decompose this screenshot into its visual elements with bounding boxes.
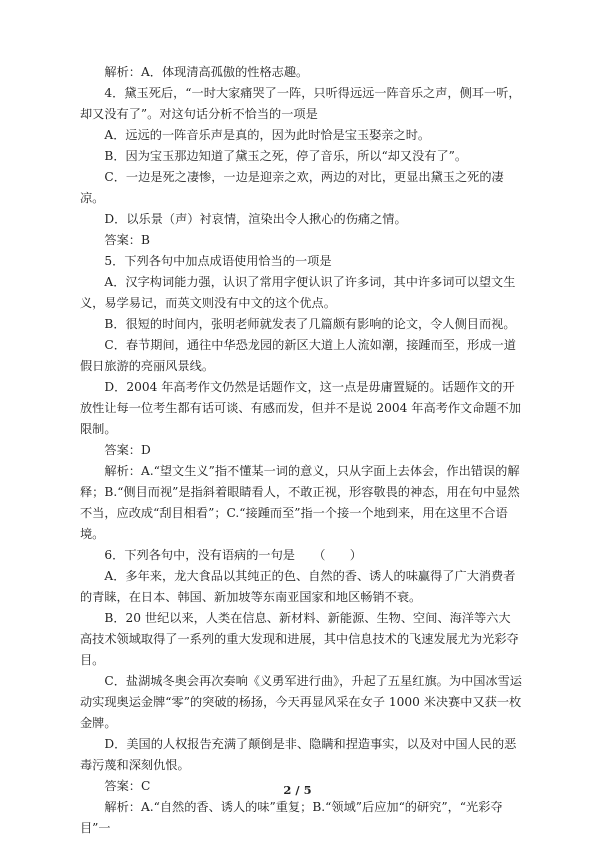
paragraph: B．20 世纪以来，人类在信息、新材料、新能源、生物、空间、海洋等六大高技术领域取得了一系列的重大发现和进展，其中信息技术的飞速发展尤为光彩夺目。 (80, 611, 519, 667)
paragraph: 答案：D (104, 443, 151, 457)
paragraph: A．远远的一阵音乐声是真的，因为此时恰是宝玉娶亲之时。 (104, 128, 431, 142)
paragraph: D．2004 年高考作文仍然是话题作文，这一点是毋庸置疑的。话题作文的开放性让每一位考生都有话可谈、有感而发，但并不是说 2004 年高考作文命题不加限制。 (80, 380, 521, 436)
paragraph: A．汉字构词能力强，认识了常用字便认识了许多词，其中许多词可以望文生义，易学易记，而英文则没有中文的这个优点。 (80, 275, 516, 310)
document-body (80, 62, 522, 839)
paragraph: 答案：C (104, 779, 151, 793)
paragraph: C．春节期间，通往中华恐龙园的新区大道上人流如潮，接踵而至，形成一道假日旅游的亮丽风景线。 (80, 338, 516, 373)
paragraph: D．美国的人权报告充满了颠倒是非、隐瞒和捏造事实，以及对中国人民的恶毒污蔑和深刻仇恨。 (80, 737, 517, 772)
paragraph: 5．下列各句中加点成语使用恰当的一项是 (104, 254, 332, 268)
paragraph: B．因为宝玉那边知道了黛玉之死，停了音乐，所以“却又没有了”。 (104, 149, 468, 163)
paragraph: B．很短的时间内，张明老师就发表了几篇颇有影响的论文，令人侧目而视。 (104, 317, 516, 331)
paragraph: A．多年来，龙大食品以其纯正的色、自然的香、诱人的味赢得了广大消费者的青睐，在日本、韩国、新加坡等东南亚国家和地区畅销不衰。 (80, 569, 516, 604)
paragraph: 答案：B (104, 233, 150, 247)
paragraph: 解析：A．体现清高孤傲的性格志趣。 (104, 65, 309, 79)
page-number: 2 / 5 (283, 783, 312, 797)
paragraph: 4．黛玉死后，“一时大家痛哭了一阵，只听得远远一阵音乐之声，侧耳一听，却又没有了”。对这句话分析不恰当的一项是 (80, 86, 521, 121)
paragraph: 解析：A.“自然的香、诱人的味”重复；B.“领域”后应加“的研究”，“光彩夺目”一 (80, 800, 503, 835)
paragraph: C．盐湖城冬奥会再次奏响《义勇军进行曲》，升起了五星红旗。为中国冰雪运动实现奥运金牌“零”的突破的杨扬，今天再显风采在女子 1000 米决赛中又获一枚金牌。 (80, 674, 522, 730)
paragraph: 6．下列各句中，没有语病的一句是 （ ） (104, 548, 362, 562)
paragraph: 解析：A.“望文生义”指不懂某一词的意义，只从字面上去体会，作出错误的解释；B.“侧目而视”是指斜着眼睛看人，不敢正视，形容敬畏的神态，用在句中显然不当，应改成“刮目相看”；C.“接踵而至”指一个接一个地到来，用在这里不合语境。 (80, 464, 520, 541)
paragraph: C．一边是死之凄惨，一边是迎亲之欢，两边的对比，更显出黛玉之死的凄凉。 (80, 170, 504, 205)
paragraph: D．以乐景（声）衬哀情，渲染出令人揪心的伤痛之情。 (104, 212, 407, 226)
